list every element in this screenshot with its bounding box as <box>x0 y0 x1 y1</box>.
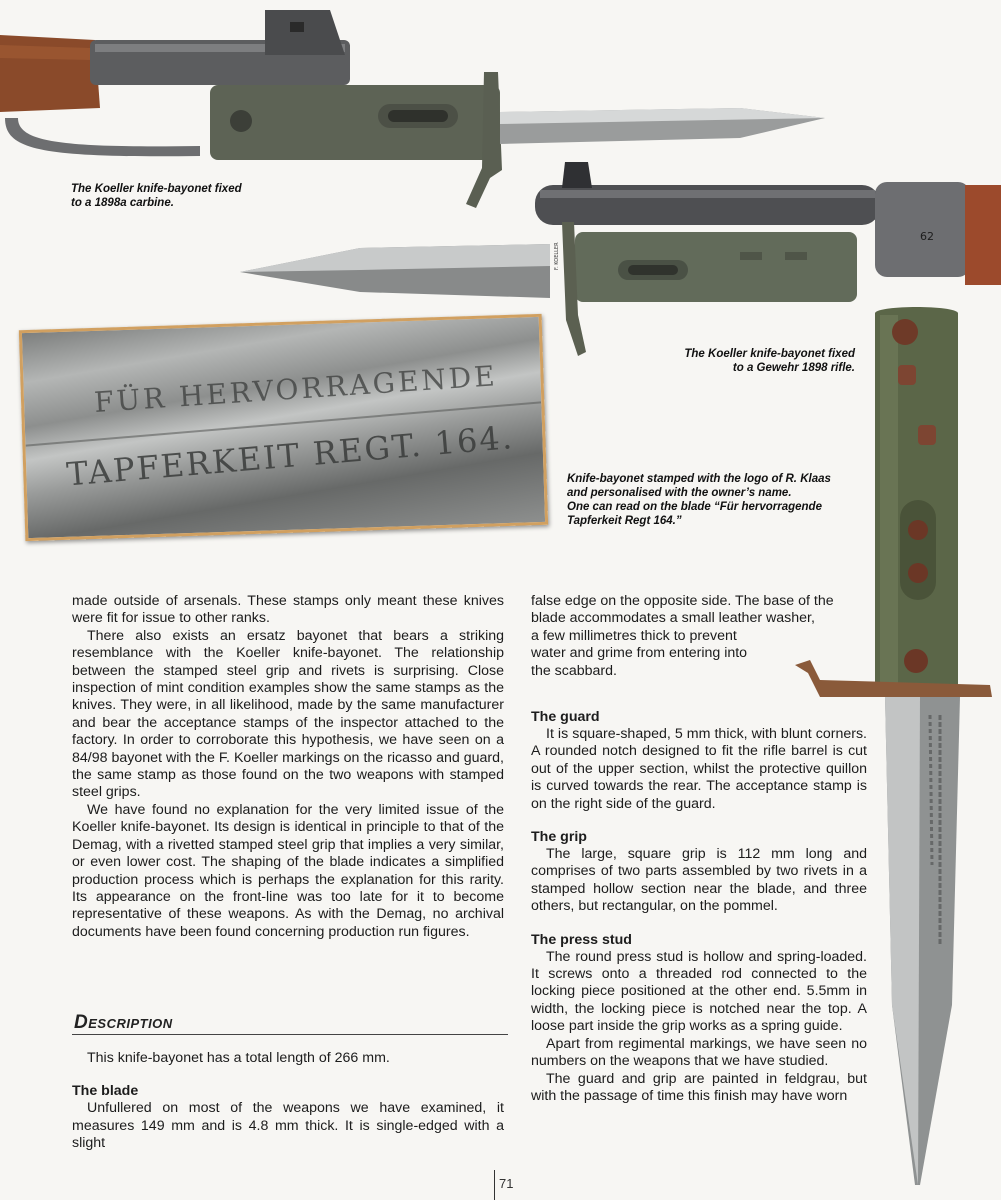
engraving-closeup-photo <box>19 314 548 541</box>
press-stud-heading: The press stud <box>531 931 632 948</box>
left-paragraph-3: We have found no explanation for the very limited issue of the Koeller knife-bayonet. Its design is identical in principle to that of the Demag, with a rivetted stamped steel grip that implies a very similar, or even lower cost. The shaping of the blade indicates a simplified production process which is perhaps the explanation for this rarity. Its appearance on the front-line was too late for it to become representative of these weapons. As with the Demag, no archival documents have been found concerning production run figures. <box>72 801 504 940</box>
paint-text: The guard and grip are painted in feldgrau, but with the passage of time this finish may have worn <box>531 1070 867 1104</box>
rifle-marking: 62 <box>920 230 934 243</box>
guard-heading: The guard <box>531 709 600 725</box>
guard-text: It is square-shaped, 5 mm thick, with blunt corners. A rounded notch designed to fit the rifle barrel is cut out of the upper section, whilst the protective quillon is curved towards the rear. The acceptance stamp is on the right side of the guard. <box>531 726 867 812</box>
left-paragraph-1: made outside of arsenals. These stamps only meant these knives were fit for issue to other ranks. <box>72 593 504 627</box>
engraving-line-2: TAPFERKEIT REGT. 164. <box>65 418 516 494</box>
press-stud-text: The round press stud is hollow and spring-loaded. It screws onto a threaded rod connected to the locking piece positioned at the other end. 5.5mm in width, the locking piece is notched near the top. A loose part inside the grip works as a spring guide. <box>531 948 867 1035</box>
blade-heading: The blade <box>72 1083 139 1100</box>
caption-carbine: The Koeller knife-bayonet fixed to a 1898a carbine. <box>71 183 242 209</box>
page-number: 71 <box>499 1176 514 1191</box>
right-column-wrap-text: false edge on the opposite side. The base of the blade accommodates a small leather washer, a few millimetres thick to prevent water and grime from entering into the scabbard. <box>531 593 834 679</box>
page-number-rule <box>494 1170 495 1200</box>
left-column <box>72 593 504 941</box>
engraving-line-1: FÜR HERVORRAGENDE <box>93 359 499 419</box>
right-column <box>531 708 867 1105</box>
blade-text: Unfullered on most of the weapons we have examined, it measures 149 mm and is 4.8 mm thick. It is single-edged with a slight <box>72 1100 504 1152</box>
section-rule <box>72 1034 508 1035</box>
caption-klaas: Knife-bayonet stamped with the logo of R. Klaas and personalised with the owner’s name. One can read on the blade “Für hervorragende Tapferkeit Regt 164.” <box>567 473 831 527</box>
total-length-text: This knife-bayonet has a total length of 266 mm. <box>87 1050 390 1066</box>
left-column-description <box>72 1050 504 1153</box>
regimental-text: Apart from regimental markings, we have seen no numbers on the weapons that we have studied. <box>531 1035 867 1070</box>
grip-text: The large, square grip is 112 mm long and comprises of two parts assembled by two rivets in a stamped hollow section near the blade, and three others, but rectangular, on the pommel. <box>531 846 867 915</box>
grip-heading: The grip <box>531 829 587 846</box>
svg-text:F. KOELLER: F. KOELLER <box>554 242 560 270</box>
caption-rifle: The Koeller knife-bayonet fixed to a Gewehr 1898 rifle. <box>684 348 855 374</box>
left-paragraph-2: There also exists an ersatz bayonet that bears a striking resemblance with the Koeller knife-bayonet. The relationship between the stamped steel grip and rivets is surprising. Close inspection of mint condition examples show the same stamps as the knives. They were, in all likelihood, made by the same manufacturer and bear the acceptance stamps of the inspector attached to the factory. In order to corroborate this hypothesis, we have seen on a 84/98 bayonet with the F. Koeller markings on the ricasso and guard, the same stamp as those found on the two weapons with stamped steel grips. <box>72 627 504 801</box>
section-heading-description: Description <box>74 1012 173 1033</box>
